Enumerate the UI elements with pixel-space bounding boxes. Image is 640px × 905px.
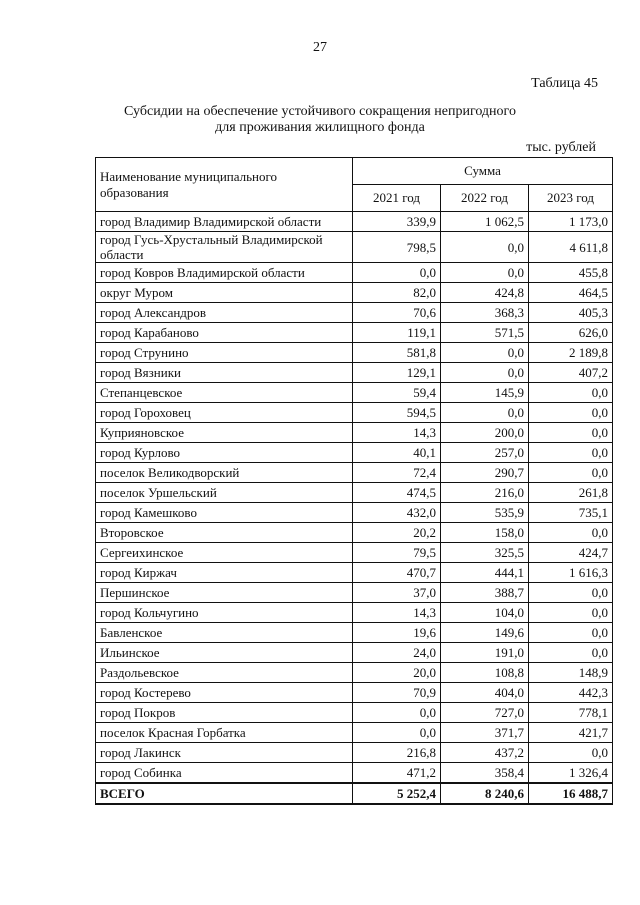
value-2022: 535,9 [441, 503, 529, 523]
municipality-name: город Костерево [96, 683, 353, 703]
table-row [96, 663, 613, 683]
table-row [96, 363, 613, 383]
table-row [96, 423, 613, 443]
value-2021: 474,5 [353, 483, 441, 503]
value-2022: 290,7 [441, 463, 529, 483]
value-2023: 0,0 [529, 623, 613, 643]
value-2021: 0,0 [353, 263, 441, 283]
value-2021: 129,1 [353, 363, 441, 383]
value-2023: 1 173,0 [529, 212, 613, 232]
table-body [96, 212, 613, 805]
table-row [96, 383, 613, 403]
table-label: Таблица 45 [531, 76, 598, 91]
value-2023: 2 189,8 [529, 343, 613, 363]
table-row [96, 403, 613, 423]
page-number: 27 [313, 40, 327, 55]
table-row [96, 543, 613, 563]
value-2021: 14,3 [353, 603, 441, 623]
value-2022: 0,0 [441, 232, 529, 263]
value-2022: 216,0 [441, 483, 529, 503]
municipality-name: Бавленское [96, 623, 353, 643]
table-row [96, 263, 613, 283]
table-row [96, 463, 613, 483]
value-2023: 0,0 [529, 403, 613, 423]
column-header-2023: 2023 год [529, 185, 613, 212]
value-2021: 339,9 [353, 212, 441, 232]
value-2022: 145,9 [441, 383, 529, 403]
municipality-name: город Ковров Владимирской области [96, 263, 353, 283]
value-2023: 0,0 [529, 383, 613, 403]
value-2022: 0,0 [441, 363, 529, 383]
table-row [96, 443, 613, 463]
value-2023: 424,7 [529, 543, 613, 563]
value-2023: 0,0 [529, 523, 613, 543]
value-2023: 778,1 [529, 703, 613, 723]
municipality-name: поселок Великодворский [96, 463, 353, 483]
municipality-name: город Лакинск [96, 743, 353, 763]
municipality-name: Раздольевское [96, 663, 353, 683]
value-2021: 432,0 [353, 503, 441, 523]
municipality-name: Второвское [96, 523, 353, 543]
value-2021: 59,4 [353, 383, 441, 403]
value-2023: 0,0 [529, 603, 613, 623]
table-row [96, 763, 613, 784]
municipality-name: город Гороховец [96, 403, 353, 423]
municipality-name: город Александров [96, 303, 353, 323]
municipality-name: город Кольчугино [96, 603, 353, 623]
total-row [96, 783, 613, 804]
municipality-name: Ильинское [96, 643, 353, 663]
value-2021: 14,3 [353, 423, 441, 443]
value-2021: 216,8 [353, 743, 441, 763]
municipality-name: Сергеихинское [96, 543, 353, 563]
value-2021: 79,5 [353, 543, 441, 563]
document-title [0, 104, 640, 136]
value-2023: 455,8 [529, 263, 613, 283]
value-2022: 358,4 [441, 763, 529, 784]
value-2021: 40,1 [353, 443, 441, 463]
value-2022: 191,0 [441, 643, 529, 663]
municipality-name: поселок Уршельский [96, 483, 353, 503]
value-2022: 257,0 [441, 443, 529, 463]
total-value-2023: 16 488,7 [529, 783, 613, 804]
value-2022: 371,7 [441, 723, 529, 743]
units-label: тыс. рублей [526, 140, 596, 155]
municipality-name: поселок Красная Горбатка [96, 723, 353, 743]
value-2022: 368,3 [441, 303, 529, 323]
table-row [96, 523, 613, 543]
value-2023: 4 611,8 [529, 232, 613, 263]
value-2021: 70,9 [353, 683, 441, 703]
table-row [96, 603, 613, 623]
column-header-2021: 2021 год [353, 185, 441, 212]
total-value-2022: 8 240,6 [441, 783, 529, 804]
municipality-name: город Гусь-Хрустальный Владимирской области [96, 232, 353, 263]
value-2022: 0,0 [441, 263, 529, 283]
value-2023: 0,0 [529, 743, 613, 763]
table-row [96, 303, 613, 323]
header-row-1 [96, 158, 613, 185]
value-2022: 0,0 [441, 403, 529, 423]
value-2021: 20,0 [353, 663, 441, 683]
column-header-name: Наименование муниципального образования [96, 158, 353, 212]
municipality-name: город Киржач [96, 563, 353, 583]
subsidies-table [95, 157, 613, 805]
value-2022: 404,0 [441, 683, 529, 703]
municipality-name: Першинское [96, 583, 353, 603]
total-label: ВСЕГО [96, 783, 353, 804]
total-value-2021: 5 252,4 [353, 783, 441, 804]
value-2023: 735,1 [529, 503, 613, 523]
value-2022: 424,8 [441, 283, 529, 303]
value-2023: 1 326,4 [529, 763, 613, 784]
value-2023: 0,0 [529, 583, 613, 603]
value-2022: 444,1 [441, 563, 529, 583]
value-2021: 19,6 [353, 623, 441, 643]
column-header-2022: 2022 год [441, 185, 529, 212]
table-row [96, 703, 613, 723]
value-2021: 72,4 [353, 463, 441, 483]
value-2023: 464,5 [529, 283, 613, 303]
table-row [96, 283, 613, 303]
value-2022: 727,0 [441, 703, 529, 723]
value-2022: 108,8 [441, 663, 529, 683]
table-row [96, 232, 613, 263]
value-2022: 200,0 [441, 423, 529, 443]
table-row [96, 563, 613, 583]
value-2023: 261,8 [529, 483, 613, 503]
value-2021: 798,5 [353, 232, 441, 263]
value-2021: 37,0 [353, 583, 441, 603]
municipality-name: город Карабаново [96, 323, 353, 343]
value-2022: 1 062,5 [441, 212, 529, 232]
municipality-name: город Покров [96, 703, 353, 723]
title-line-1: Субсидии на обеспечение устойчивого сокращения непригодного [124, 104, 516, 119]
value-2023: 421,7 [529, 723, 613, 743]
value-2023: 626,0 [529, 323, 613, 343]
column-header-sum: Сумма [353, 158, 613, 185]
value-2022: 571,5 [441, 323, 529, 343]
value-2022: 104,0 [441, 603, 529, 623]
table-row [96, 583, 613, 603]
table-row [96, 623, 613, 643]
value-2021: 594,5 [353, 403, 441, 423]
value-2023: 0,0 [529, 443, 613, 463]
title-line-2: для проживания жилищного фонда [215, 120, 425, 135]
value-2021: 0,0 [353, 723, 441, 743]
value-2023: 0,0 [529, 463, 613, 483]
value-2023: 0,0 [529, 423, 613, 443]
value-2023: 0,0 [529, 643, 613, 663]
table-row [96, 503, 613, 523]
municipality-name: город Владимир Владимирской области [96, 212, 353, 232]
value-2021: 471,2 [353, 763, 441, 784]
value-2023: 1 616,3 [529, 563, 613, 583]
value-2023: 148,9 [529, 663, 613, 683]
municipality-name: город Курлово [96, 443, 353, 463]
table-row [96, 343, 613, 363]
value-2021: 20,2 [353, 523, 441, 543]
value-2021: 119,1 [353, 323, 441, 343]
value-2021: 70,6 [353, 303, 441, 323]
value-2021: 82,0 [353, 283, 441, 303]
table-row [96, 212, 613, 232]
municipality-name: город Струнино [96, 343, 353, 363]
value-2022: 437,2 [441, 743, 529, 763]
value-2022: 0,0 [441, 343, 529, 363]
municipality-name: город Вязники [96, 363, 353, 383]
municipality-name: Куприяновское [96, 423, 353, 443]
table-row [96, 643, 613, 663]
value-2022: 158,0 [441, 523, 529, 543]
table-row [96, 723, 613, 743]
municipality-name: округ Муром [96, 283, 353, 303]
table-row [96, 683, 613, 703]
table-row [96, 483, 613, 503]
value-2021: 0,0 [353, 703, 441, 723]
value-2023: 405,3 [529, 303, 613, 323]
value-2023: 442,3 [529, 683, 613, 703]
value-2022: 325,5 [441, 543, 529, 563]
table-row [96, 743, 613, 763]
value-2021: 470,7 [353, 563, 441, 583]
value-2021: 24,0 [353, 643, 441, 663]
table-row [96, 323, 613, 343]
value-2021: 581,8 [353, 343, 441, 363]
municipality-name: город Собинка [96, 763, 353, 784]
municipality-name: Степанцевское [96, 383, 353, 403]
value-2022: 149,6 [441, 623, 529, 643]
value-2023: 407,2 [529, 363, 613, 383]
municipality-name: город Камешково [96, 503, 353, 523]
value-2022: 388,7 [441, 583, 529, 603]
